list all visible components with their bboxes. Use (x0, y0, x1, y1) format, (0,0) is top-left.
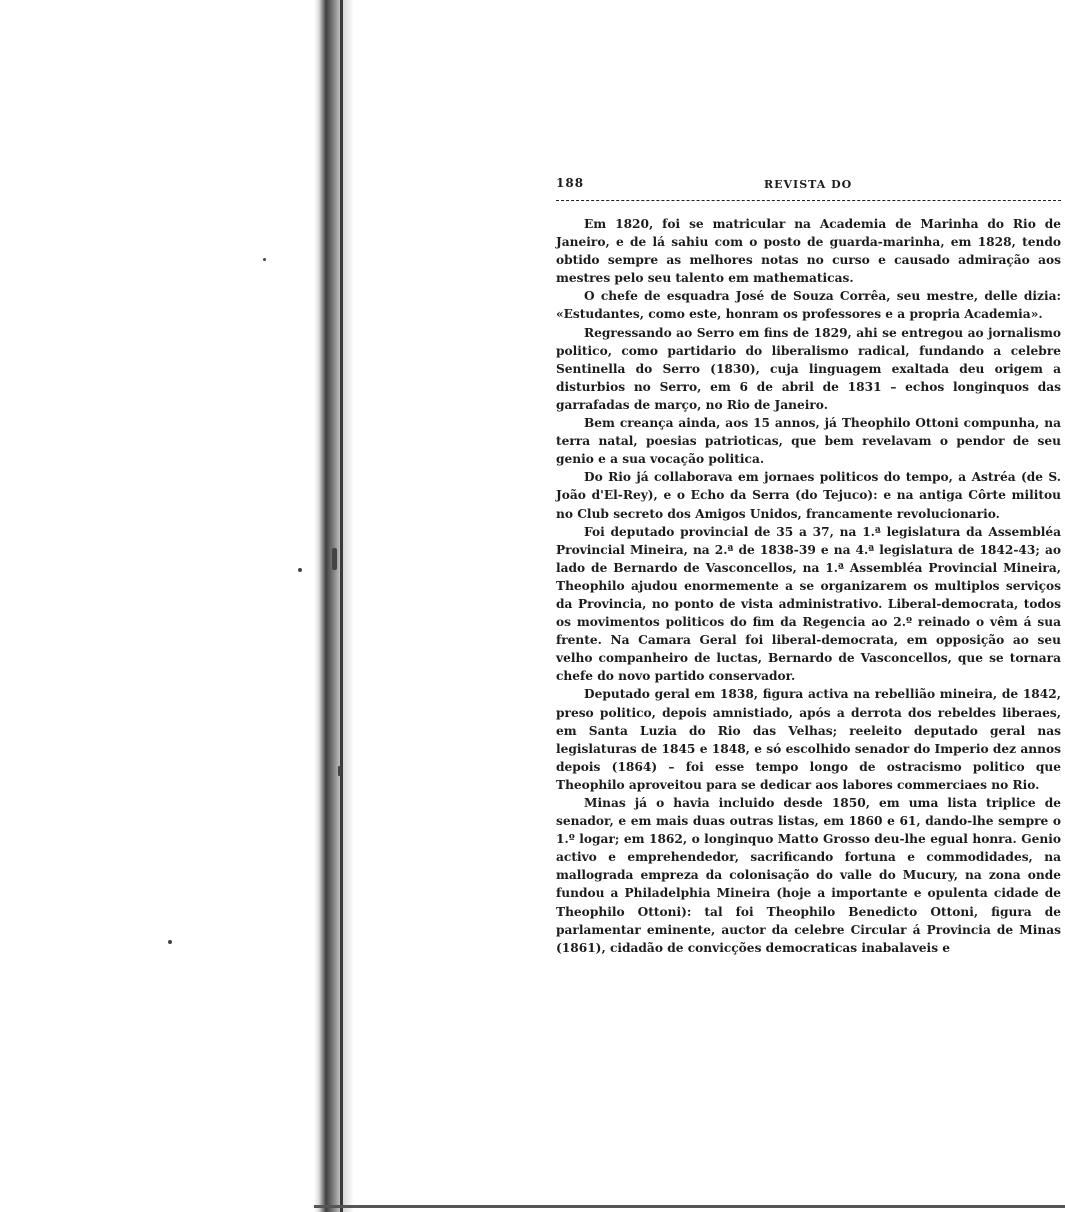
scan-speck (168, 940, 172, 944)
header-rule (556, 200, 1061, 201)
running-head (556, 176, 1061, 194)
page-bottom-edge (314, 1205, 1065, 1208)
running-title: REVISTA DO (764, 178, 853, 191)
paragraph: Deputado geral em 1838, figura activa na rebellião mineira, de 1842, preso politico, depois amnistiado, após a derrota dos rebeldes liberaes, em Santa Luzia do Rio das Velhas; reeleito deputado geral nas legislaturas de 1845 e 1848, e só escolhido senador do Imperio dez annos depois (1864) – foi esse tempo longo de ostracismo politico que Theophilo aproveitou para se dedicar aos labores commerciaes no Rio. (556, 687, 1061, 792)
paragraph: Regressando ao Serro em fins de 1829, ahi se entregou ao jornalismo politico, como partidario do liberalismo radical, fundando a celebre Sentinella do Serro (1830), cuja linguagem exaltada deu origem a disturbios no Serro, em 6 de abril de 1831 – echos longinquos das garrafadas de março, no Rio de Janeiro. (556, 325, 1061, 412)
page-number: 188 (556, 176, 585, 190)
paragraph: Foi deputado provincial de 35 a 37, na 1.ª legislatura da Assembléa Provincial Mineira, na 2.ª de 1838-39 e na 4.ª legislatura de 1842-43; ao lado de Bernardo de Vasconcellos, na 1.ª Assembléa Provincial Mineira, Theophilo ajudou enormemente a se organizarem os multiplos serviços da Provincia, no ponto de vista administrativo. Liberal-democrata, todos os movimentos politicos do fim da Regencia ao 2.º reinado o vêm á sua frente. Na Camara Geral foi liberal-democrata, em opposição ao seu velho companheiro de luctas, Bernardo de Vasconcellos, que se tornara chefe do novo partido conservador. (556, 524, 1061, 684)
paragraph: O chefe de esquadra José de Souza Corrêa, seu mestre, delle dizia: «Estudantes, como este, honram os professores e a propria Academia». (556, 289, 1061, 322)
body-text (556, 215, 1061, 957)
book-spine-line (340, 0, 343, 1212)
book-gutter-shadow (314, 0, 354, 1212)
paragraph: Do Rio já collaborava em jornaes politicos do tempo, a Astréa (de S. João d'El-Rey), e o Echo da Serra (do Tejuco): e na antiga Côrte militou no Club secreto dos Amigos Unidos, francamente revolucionario. (556, 470, 1061, 521)
paragraph: Bem creança ainda, aos 15 annos, já Theophilo Ottoni compunha, na terra natal, poesias patrioticas, que bem revelavam o pendor de seu genio e a sua vocação politica. (556, 416, 1061, 467)
scan-speck (332, 548, 337, 570)
paragraph: Minas já o havia incluido desde 1850, em uma lista triplice de senador, e em mais duas outras listas, em 1860 e 61, dando-lhe sempre o 1.º logar; em 1862, o longinquo Matto Grosso deu-lhe egual honra. Genio activo e emprehendedor, sacrificando fortuna e commodidades, na mallograda empreza da colonisação do valle do Mucury, na zona onde fundou a Philadelphia Mineira (hoje a importante e opulenta cidade de Theophilo Ottoni): tal foi Theophilo Benedicto Ottoni, figura de parlamentar eminente, auctor da celebre Circular á Provincia de Minas (1861), cidadão de convicções democraticas inabalaveis e (556, 796, 1061, 955)
scan-speck (338, 766, 341, 776)
scan-speck (263, 258, 266, 261)
scan-speck (298, 568, 302, 572)
paragraph: Em 1820, foi se matricular na Academia de Marinha do Rio de Janeiro, e de lá sahiu com o posto de guarda-marinha, em 1828, tendo obtido sempre as melhores notas no curso e causado admiração aos mestres pelo seu talento em mathematicas. (556, 217, 1061, 286)
book-page (556, 176, 1061, 957)
